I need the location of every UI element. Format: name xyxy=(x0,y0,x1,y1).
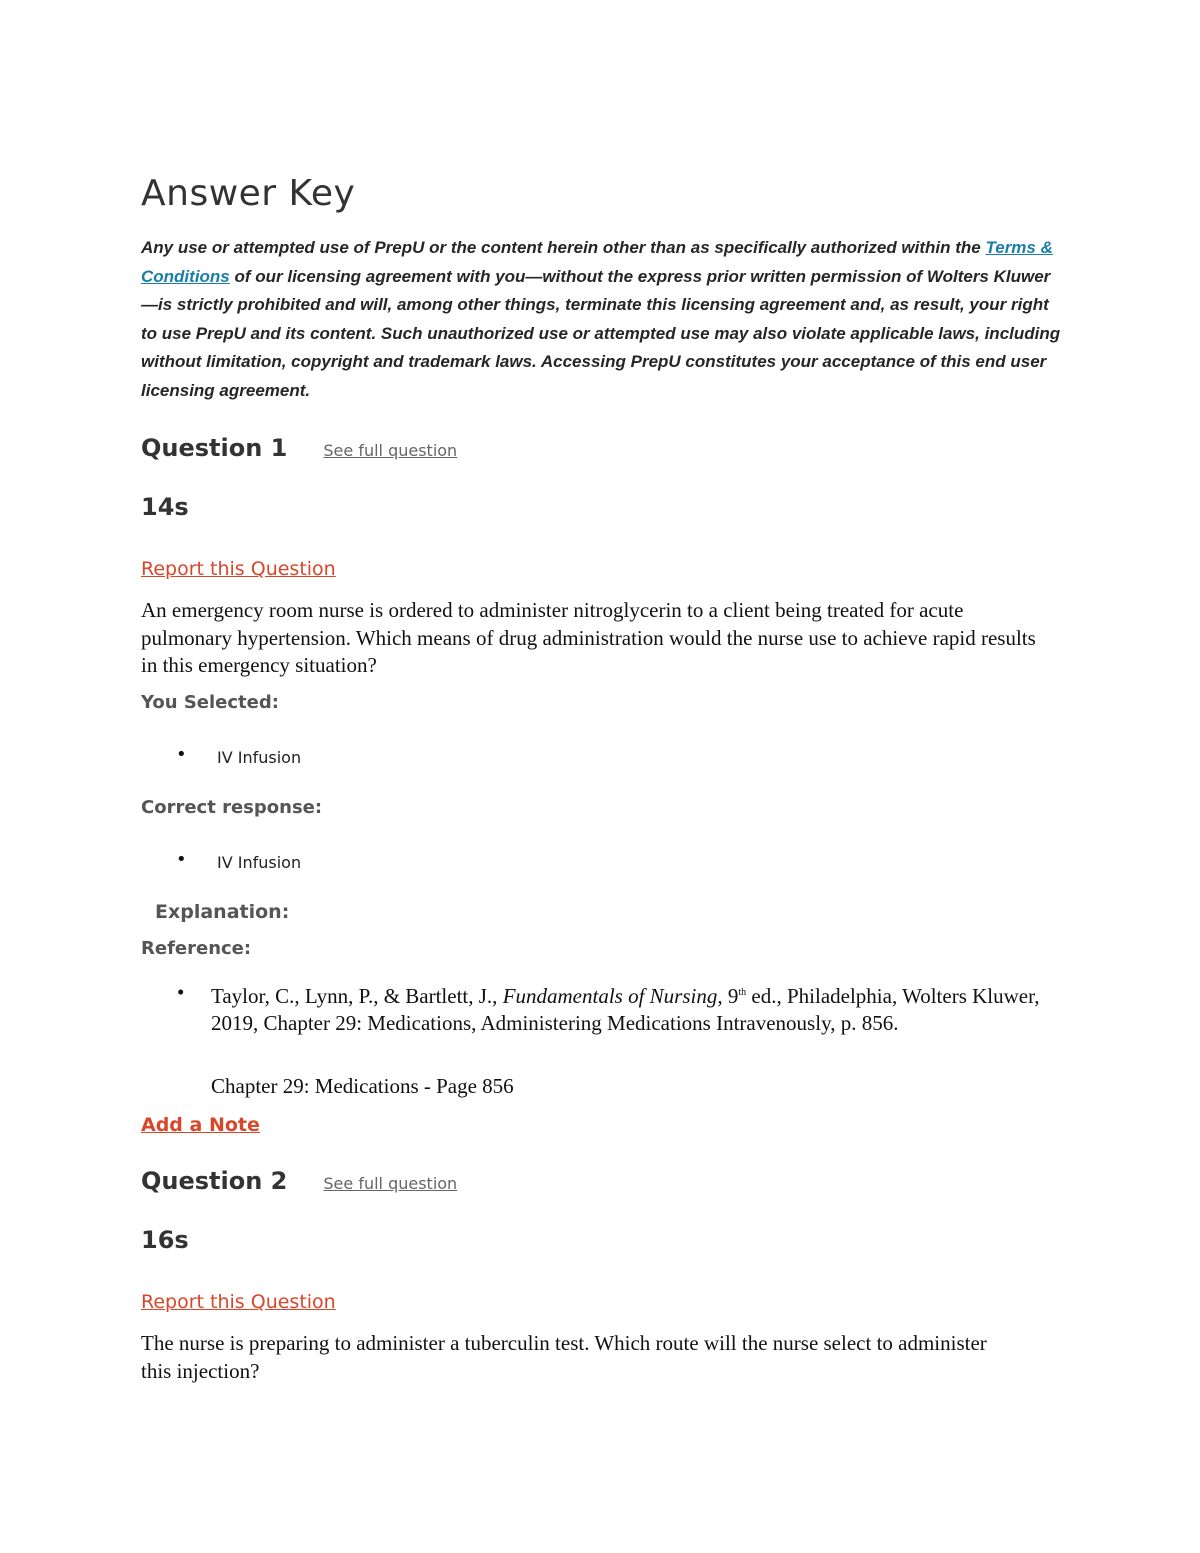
bullet-icon: • xyxy=(177,980,185,1004)
selected-answer-text: IV Infusion xyxy=(217,748,302,767)
reference-edition-sup: th xyxy=(738,987,747,998)
reference-authors: Taylor, C., Lynn, P., & Bartlett, J., xyxy=(211,984,503,1008)
page-reference-text: Chapter 29: Medications - Page 856 xyxy=(211,1074,514,1098)
question-stem: An emergency room nurse is ordered to administer nitroglycerin to a client being treated for acute pulmonary hypertension. Which means of drug administration would the nurse use to achieve rapid results in this emergency situation? xyxy=(141,598,1036,677)
reference-rest: ed., Philadelphia, Wolters Kluwer, 2019, Chapter 29: Medications, Administering Medications Intravenously, p. 856. xyxy=(211,984,1040,1035)
legal-text-2: of our licensing agreement with you—without the express prior written permission of Wolters Kluwer—is strictly prohibited and will, among other things, terminate this licensing agreement and, as result, your right to use PrepU and its content. Such unauthorized use or attempted use may also violate applicable laws, including without limitation, copyright and trademark laws. Accessing PrepU constitutes your acceptance of this end user licensing agreement. xyxy=(141,266,1061,400)
you-selected-label: You Selected: xyxy=(141,692,279,713)
question-label: Question 1 xyxy=(141,434,288,462)
reference-edition: , 9 xyxy=(717,984,739,1008)
legal-text-1: Any use or attempted use of PrepU or the content herein other than as specifically authorized within the xyxy=(141,238,986,257)
page-reference xyxy=(141,1074,514,1099)
terms-conditions-link[interactable]: Terms & Conditions xyxy=(141,238,1053,286)
correct-response-label: Correct response: xyxy=(141,797,323,818)
question-header xyxy=(141,434,457,462)
question-stem: The nurse is preparing to administer a tuberculin test. Which route will the nurse select to administer this injection? xyxy=(141,1331,987,1383)
correct-answer-text: IV Infusion xyxy=(217,853,302,872)
see-full-question-link[interactable]: See full question xyxy=(323,441,458,460)
reference-item xyxy=(141,979,1071,1037)
see-full-question-link[interactable]: See full question xyxy=(323,1174,458,1193)
bullet-icon: • xyxy=(176,744,187,765)
reference-label: Reference: xyxy=(141,938,252,959)
reference-book: Fundamentals of Nursing xyxy=(502,984,718,1008)
explanation-label: Explanation: xyxy=(155,901,290,923)
question-time: 14s xyxy=(141,493,189,521)
report-question-link[interactable]: Report this Question xyxy=(141,1291,336,1313)
question-time: 16s xyxy=(141,1226,189,1254)
question-label: Question 2 xyxy=(141,1167,288,1195)
page-title: Answer Key xyxy=(141,173,356,214)
question-header xyxy=(141,1167,457,1195)
add-note-link[interactable]: Add a Note xyxy=(141,1114,260,1136)
correct-answer xyxy=(141,849,302,872)
report-question-link[interactable]: Report this Question xyxy=(141,558,336,580)
legal-notice xyxy=(141,234,1061,406)
selected-answer xyxy=(141,744,302,767)
bullet-icon: • xyxy=(176,849,187,870)
